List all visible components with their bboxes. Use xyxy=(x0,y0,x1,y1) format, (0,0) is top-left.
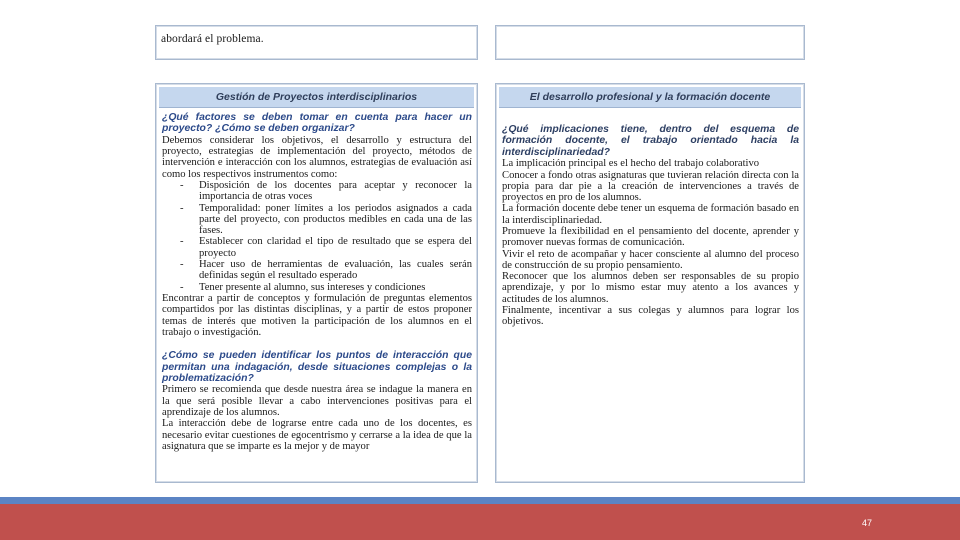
left-paragraph-2: Encontrar a partir de conceptos y formulación de preguntas elementos compartidos por las distintas disciplinas, y a partir de estos proponer temas de interés que motiven la participación de los alumnos en el trabajo o investigación. xyxy=(162,292,472,338)
right-panel xyxy=(495,83,805,483)
right-line: La implicación principal es el hecho del trabajo colaborativo xyxy=(502,158,760,170)
right-question-1: ¿Qué implicaciones tiene, dentro del esquema de formación docente, el trabajo orientado hacia la interdisciplinariedad? xyxy=(502,124,799,158)
right-line: La formación docente debe tener un esquema de formación basado en la interdisciplinariedad. xyxy=(502,203,799,226)
right-line: Finalmente, incentivar a sus colegas y alumnos para lograr los objetivos. xyxy=(502,305,799,328)
spacer xyxy=(162,338,472,350)
footer-red-bar xyxy=(0,504,960,540)
page-number: 47 xyxy=(862,518,873,528)
list-item: - Disposición de los docentes para aceptar y reconocer la importancia de otras voces xyxy=(178,180,472,203)
list-item: - Hacer uso de herramientas de evaluación, las cuales serán definidas según el resultado esperado xyxy=(178,259,472,282)
right-panel-body xyxy=(496,108,804,328)
left-paragraph-3: Primero se recomienda que desde nuestra área se indague la manera en la que será posible llevar a cabo intervenciones positivas para el aprendizaje de los alumnos. xyxy=(162,384,472,418)
left-question-2: ¿Cómo se pueden identificar los puntos de interacción que permitan una indagación, desde situaciones complejas o la problematización? xyxy=(162,350,472,384)
left-question-1: ¿Qué factores se deben tomar en cuenta para hacer un proyecto? ¿Cómo se deben organizar? xyxy=(162,112,472,135)
list-item: - Establecer con claridad el tipo de resultado que se espera del proyecto xyxy=(178,236,472,259)
left-panel-header: Gestión de Proyectos interdisciplinarios xyxy=(159,87,474,108)
left-paragraph-1: Debemos considerar los objetivos, el desarrollo y estructura del proyecto, estrategias de implementación del proyecto, métodos de intervención e interacción con los alumnos, estrategias de evaluación así como los respectivos instrumentos como: xyxy=(162,134,472,180)
list-item: - Temporalidad: poner límites a los periodos asignados a cada parte del proyecto, con productos medibles en cada una de las fases. xyxy=(178,203,472,237)
top-left-text: abordará el problema. xyxy=(161,33,264,45)
right-panel-header: El desarrollo profesional y la formación docente xyxy=(499,87,801,108)
right-line: Reconocer que los alumnos deben ser responsables de su propio aprendizaje, y por lo mismo estar muy atento a los avances y actitudes de los alumnos. xyxy=(502,271,799,305)
list-item: - Tener presente al alumno, sus intereses y condiciones xyxy=(178,282,472,293)
left-panel xyxy=(155,83,478,483)
top-left-box xyxy=(155,25,478,60)
footer-blue-bar xyxy=(0,497,960,504)
top-right-text xyxy=(496,26,804,33)
left-item-list xyxy=(162,180,472,293)
top-right-box xyxy=(495,25,805,60)
left-panel-body xyxy=(156,108,477,452)
right-line: Promueve la flexibilidad en el pensamiento del docente, aprender y promover nuevas formas de comunicación. xyxy=(502,226,799,249)
right-line: Conocer a fondo otras asignaturas que tuvieran relación directa con la propia para dar pie a la creación de intervenciones a través de proyectos en pro de los alumnos. xyxy=(502,169,799,204)
right-line: Vivir el reto de acompañar y hacer consciente al alumno del proceso de construcción de su propio pensamiento. xyxy=(502,248,799,271)
left-paragraph-4: La interacción debe de lograrse entre cada uno de los docentes, es necesario evitar cuestiones de egocentrismo y cerrarse a la idea de que la asignatura que se imparte es la mejor y de mayor xyxy=(162,418,472,452)
